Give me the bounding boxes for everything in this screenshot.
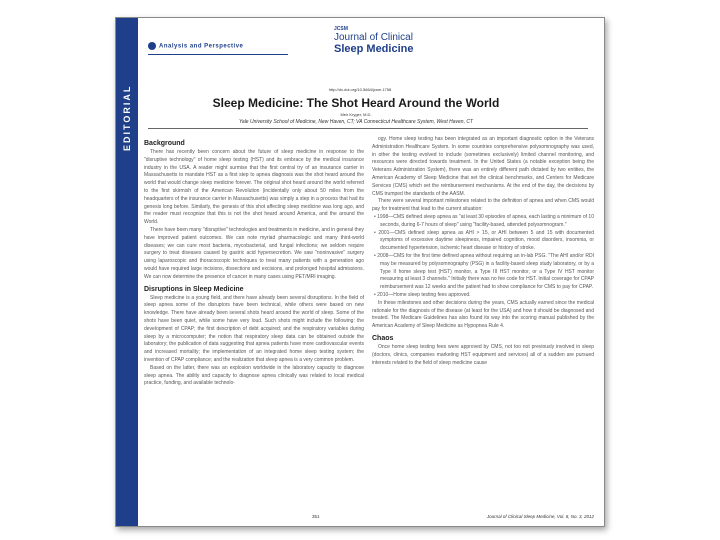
heading-background: Background bbox=[144, 140, 185, 147]
title-divider bbox=[148, 128, 588, 129]
paragraph: There has recently been concern about the future of sleep medicine in response to the "disruptive technology" of home sleep testing (HST) and its embrace by the medical insurance industry in the USA. A reader might surmise that the first central try of an insurance carrier in Massachusetts to mandate HST as a first step to apnea diagnosis was the shot heard around the world that would change sleep medicine forever. The original shot heard around the world referred to the first skirmish of the American Revolution (incidentally only about 50 miles from the headquarters of the insurance carrier in Massachusetts) was simply a step in a process that had its genesis long before. Similarly, the genesis of this shot affecting sleep medicine was long ago, and the reader must recognize that this is not the shot heard around America, and the around the World. bbox=[144, 149, 364, 226]
article-author: Meir Kryger, M.D. bbox=[340, 112, 372, 117]
list-item: • 2010—Home sleep testing fees approved. bbox=[374, 291, 471, 298]
paragraph: Once home sleep testing fees were approved by CMS, not too not previously involved in sleep (doctors, clinics, companies marketing HST equipment and services) all of a sudden are pursued interests related to the field of sleep medicine cause bbox=[372, 343, 594, 366]
journal-name-line1: Journal of Clinical bbox=[334, 32, 413, 43]
journal-emblem-icon bbox=[148, 42, 156, 50]
journal-abbrev: JCSM bbox=[334, 26, 348, 32]
doi-link[interactable]: http://dx.doi.org/10.5664/jcsm.1758 bbox=[328, 87, 392, 92]
paragraph: Sleep medicine is a young field, and there have already been several disruptions. In the field of sleep apnea some of the disruptors have been technical, while others were based on new knowledge. There have already been several shots heard around the world of sleep. Some of the shots have been quiet, while some have very loud. Such shots might include the following: the development of CPAP; the first description of debt acquired; and the respiratory variables during sleep by a microcomputer; the notion that respiratory sleep data can be obtained outside the laboratory; the publication of data suggesting that apnea patients have more cardiovascular events and increased mortality; the implementation of an integrated home sleep testing system; the invention of CPAP compliance; and the realization that sleep apnea is a very common problem. bbox=[144, 294, 364, 363]
paragraph: There were several important milestones related to the definition of apnea and when CMS would pay for treatment that lead to the current situation: bbox=[372, 198, 594, 213]
journal-logo bbox=[334, 26, 424, 55]
journal-name-line2: Sleep Medicine bbox=[334, 43, 414, 55]
paragraph: Based on the latter, there was an explosion worldwide in the laboratory capacity to diagnose sleep apnea. The ability and capacity to diagnose apnea clinically was related to local medical practice, funding, and available technolo- bbox=[144, 364, 364, 387]
list-item: • 2001—CMS defined sleep apnea as AHI > 15, or AHI between 5 and 15 with documented symptoms of excessive daytime sleepiness, impaired cognition, mood disorders, insomnia, or documented hypertension, ischemic heart disease or history of stroke. bbox=[374, 229, 595, 252]
paragraph: In these milestones and other decisions during the years, CMS actually earned since the medical rationale for the diagnosis of the disease (at least for the USA) and how it should be diagnosed and treated. The Medicare Guidelines has also found its way into the scoring manual published by the American Academy of Sleep Medicine as Hypopnea Rule 4. bbox=[372, 299, 594, 330]
list-item: • 1998—CMS defined sleep apnea as "at least 30 episodes of apnea, each lasting a minimum of 10 seconds, during 6-7 hours of sleep" using "facility-based, attended polysomnogram." bbox=[374, 213, 594, 228]
sidebar-label: EDITORIAL bbox=[122, 84, 132, 152]
page-number: 351 bbox=[312, 514, 320, 519]
paragraph: ogy. Home sleep testing has been integrated as an important diagnostic option in the Veterans Administration Healthcare System. In some countries comprehensive polysomnography was used, in other the testing evolved to include (sometimes exclusively) limited channel monitoring, and resources were directed towards treatment. In the United States (a notable exception being the Veterans Administration System), there was an entirely different path dictated by two entities, the American Academy of Sleep Medicine that set the clinical benchmarks, and Centers for Medicare Services (CMS) which set the reimbursement mechanisms. At the end of the day, the decisions by CMS trumped the standards of the AASM. bbox=[372, 136, 594, 197]
list-item: • 2008—CMS for the first time defined apnea without requiring an in-lab PSG. "The AHI and/or RDI may be measured by polysomnography (PSG) in a facility-based sleep study laboratory, or by a Type II home sleep test (HST) monitor, a Type III HST monitor, or a Type IV HST monitor measuring at least 3 channels." Initially there was no fee code for HST. Initial coverage for CPAP reimbursement was 12 weeks and the patient had to show compliance for CMS to pay for CPAP. bbox=[374, 252, 594, 291]
heading-disruptions: Disruptions in Sleep Medicine bbox=[144, 285, 244, 293]
right-column bbox=[372, 136, 594, 367]
list-item-text: 1998—CMS defined sleep apnea as "at least 30 episodes of apnea, each lasting a minimum of 10 seconds, during 6-7 hours of sleep" using "facility-based, attended polysomnogram." bbox=[377, 213, 594, 228]
section-header-label: Analysis and Perspective bbox=[159, 43, 244, 50]
article-affiliation: Yale University School of Medicine, New Haven, CT; VA Connecticut Healthcare System, West Haven, CT bbox=[238, 119, 474, 125]
journal-citation: Journal of Clinical Sleep Medicine, Vol. 8, No. 3, 2012 bbox=[486, 514, 594, 519]
heading-chaos: Chaos bbox=[372, 334, 394, 342]
document-page bbox=[115, 17, 605, 527]
header-divider bbox=[148, 54, 288, 55]
editorial-sidebar bbox=[116, 18, 138, 526]
list-item-text: 2008—CMS for the first time defined apnea without requiring an in-lab PSG. "The AHI and/or RDI may be measured by polysomnography (PSG) in a facility-based sleep study laboratory, or by a Type II home sleep test (HST) monitor, a Type III HST monitor, or a Type IV HST monitor measuring at least 3 channels." Initially there was no fee code for HST. Initial coverage for CPAP reimbursement was 12 weeks and the patient had to show compliance for CMS to pay for CPAP. bbox=[377, 252, 594, 291]
section-header bbox=[148, 42, 243, 50]
list-item-text: 2010—Home sleep testing fees approved. bbox=[377, 291, 471, 298]
list-item-text: 2001—CMS defined sleep apnea as AHI > 15, or AHI between 5 and 15 with documented symptoms of excessive daytime sleepiness, impaired cognition, mood disorders, insomnia, or documented hypertension, ischemic heart disease or history of stroke. bbox=[378, 229, 595, 252]
paragraph: There have been many "disruptive" technologies and treatments in medicine, and in general they have improved patient outcomes. We can note myriad pharmacologic and many third-world diseases; we can cure most bacteria, mycobacterial, and fungal infections; we seldom require surgery to treat diseases caused by gastric acid hypersecretion. We saw "noninvasive" surgery using laparoscopic and thoracoscopic techniques to treat many patients with a generation ago would have required large incisions, dissections and excisions, and prolonged hospital admissions. We can now determine the presence of cancer in many cases using PET/MRI imaging. bbox=[144, 226, 364, 280]
article-title: Sleep Medicine: The Shot Heard Around the World bbox=[212, 96, 500, 110]
left-column bbox=[144, 136, 364, 388]
